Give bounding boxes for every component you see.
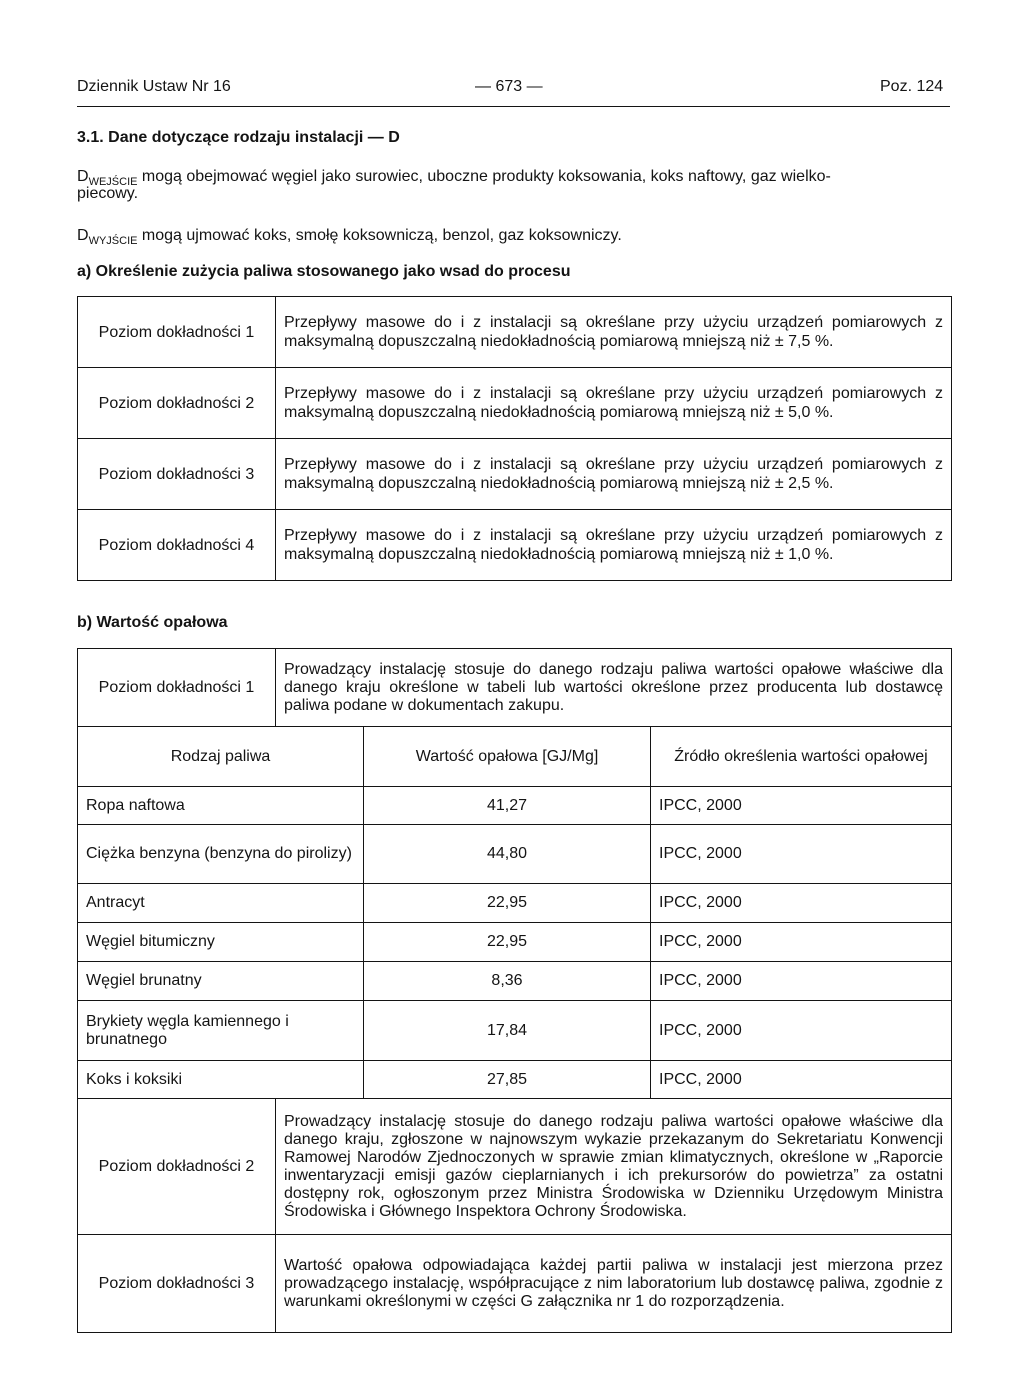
desc-cell: Przepływy masowe do i z instalacji są określane przy użyciu urządzeń pomiarowych z maksymalną dopuszczalną niedokładnością pomiarową mniejszą niż ± 1,0 %. (276, 510, 952, 581)
input-text-line2: piecowy. (77, 185, 139, 202)
table-row (78, 1061, 952, 1099)
desc-cell: Prowadzący instalację stosuje do danego rodzaju paliwa wartości opałowe właściwe dla danego kraju określone w tabeli lub wartości określone przez producenta lub dostawcę paliwa podane w dokumentach zakupu. (276, 649, 952, 727)
fuel-value: 22,95 (364, 923, 651, 962)
desc-cell: Przepływy masowe do i z instalacji są określane przy użyciu urządzeń pomiarowych z maksymalną dopuszczalną niedokładnością pomiarową mniejszą niż ± 2,5 %. (276, 439, 952, 510)
level-cell: Poziom dokładności 2 (78, 1099, 276, 1235)
level-cell: Poziom dokładności 1 (78, 649, 276, 727)
source-column-header: Źródło określenia wartości opałowej (651, 727, 952, 787)
fuel-source: IPCC, 2000 (651, 787, 952, 825)
table-row (78, 923, 952, 962)
level-cell: Poziom dokładności 3 (78, 1235, 276, 1333)
fuel-name: Brykiety węgla kamiennego i brunatnego (78, 1001, 364, 1061)
desc-cell: Przepływy masowe do i z instalacji są określane przy użyciu urządzeń pomiarowych z maksymalną dopuszczalną niedokładnością pomiarową mniejszą niż ± 7,5 %. (276, 297, 952, 368)
fuel-name: Ciężka benzyna (benzyna do pirolizy) (78, 825, 364, 884)
fuel-name: Węgiel brunatny (78, 962, 364, 1001)
input-subscript: WEJŚCIE (88, 176, 138, 188)
fuel-source: IPCC, 2000 (651, 884, 952, 923)
table-row (78, 787, 952, 825)
table-row (78, 368, 952, 439)
journal-title: Dziennik Ustaw Nr 16 (77, 78, 231, 95)
table-row (78, 962, 952, 1001)
fuel-value: 8,36 (364, 962, 651, 1001)
input-text-line1: mogą obejmować węgiel jako surowiec, uboczne produkty koksowania, koks naftowy, gaz wielko- (137, 168, 831, 185)
table-row (78, 1001, 952, 1061)
table-row (78, 649, 952, 727)
table-row (78, 439, 952, 510)
fuel-source: IPCC, 2000 (651, 923, 952, 962)
fuel-source: IPCC, 2000 (651, 1001, 952, 1061)
output-paragraph (77, 226, 622, 247)
table-row (78, 884, 952, 923)
output-subscript: WYJŚCIE (88, 235, 138, 247)
level-cell: Poziom dokładności 1 (78, 297, 276, 368)
fuel-name: Węgiel bitumiczny (78, 923, 364, 962)
table-row (78, 1235, 952, 1333)
fuel-value: 17,84 (364, 1001, 651, 1061)
fuel-value: 44,80 (364, 825, 651, 884)
fuel-value: 27,85 (364, 1061, 651, 1099)
desc-cell: Przepływy masowe do i z instalacji są określane przy użyciu urządzeń pomiarowych z maksymalną dopuszczalną niedokładnością pomiarową mniejszą niż ± 5,0 %. (276, 368, 952, 439)
desc-cell: Wartość opałowa odpowiadająca każdej partii paliwa w instalacji jest mierzona przez prowadzącego instalację, współpracujące z nim laboratorium lub dostawcę paliwa, zgodnie z warunkami określonymi w części G załącznika nr 1 do rozporządzenia. (276, 1235, 952, 1333)
fuel-source: IPCC, 2000 (651, 825, 952, 884)
table-row (78, 510, 952, 581)
table-row (78, 825, 952, 884)
column-header-row (78, 727, 952, 787)
section-title: 3.1. Dane dotyczące rodzaju instalacji — D (77, 129, 400, 146)
fuel-column-header: Rodzaj paliwa (78, 727, 364, 787)
part-b-title: b) Wartość opałowa (77, 614, 228, 631)
accuracy-table (77, 296, 952, 581)
input-paragraph (77, 167, 952, 204)
fuel-source: IPCC, 2000 (651, 1061, 952, 1099)
fuel-name: Koks i koksiki (78, 1061, 364, 1099)
fuel-value: 22,95 (364, 884, 651, 923)
table-row (78, 297, 952, 368)
position-number: Poz. 124 (880, 78, 944, 95)
desc-cell: Prowadzący instalację stosuje do danego rodzaju paliwa wartości opałowe właściwe dla danego kraju, zgłoszone w najnowszym wykazie przekazanym do Sekretariatu Konwencji Ramowej Narodów Zjednoczonych w sprawie zmian klimatycznych, określone w „Raporcie inwentaryzacji emisji gazów cieplarnianych i ich prekursorów do powietrza” za ostatni dostępny rok, ogłoszonym przez Ministra Środowiska w Dzienniku Urzędowym Ministra Środowiska i Głównego Inspektora Ochrony Środowiska. (276, 1099, 952, 1235)
level-cell: Poziom dokładności 3 (78, 439, 276, 510)
value-column-header: Wartość opałowa [GJ/Mg] (364, 727, 651, 787)
level-cell: Poziom dokładności 2 (78, 368, 276, 439)
fuel-name: Antracyt (78, 884, 364, 923)
fuel-source: IPCC, 2000 (651, 962, 952, 1001)
fuel-name: Ropa naftowa (78, 787, 364, 825)
page-number: — 673 — (475, 78, 543, 95)
table-row (78, 1099, 952, 1235)
level-cell: Poziom dokładności 4 (78, 510, 276, 581)
output-prefix: D (77, 227, 89, 244)
part-a-title: a) Określenie zużycia paliwa stosowanego jako wsad do procesu (77, 263, 571, 280)
input-prefix: D (77, 168, 89, 185)
fuel-value: 41,27 (364, 787, 651, 825)
calorific-table (77, 648, 952, 1333)
header-rule (77, 106, 950, 107)
output-text: mogą ujmować koks, smołę koksowniczą, benzol, gaz koksowniczy. (137, 227, 622, 244)
